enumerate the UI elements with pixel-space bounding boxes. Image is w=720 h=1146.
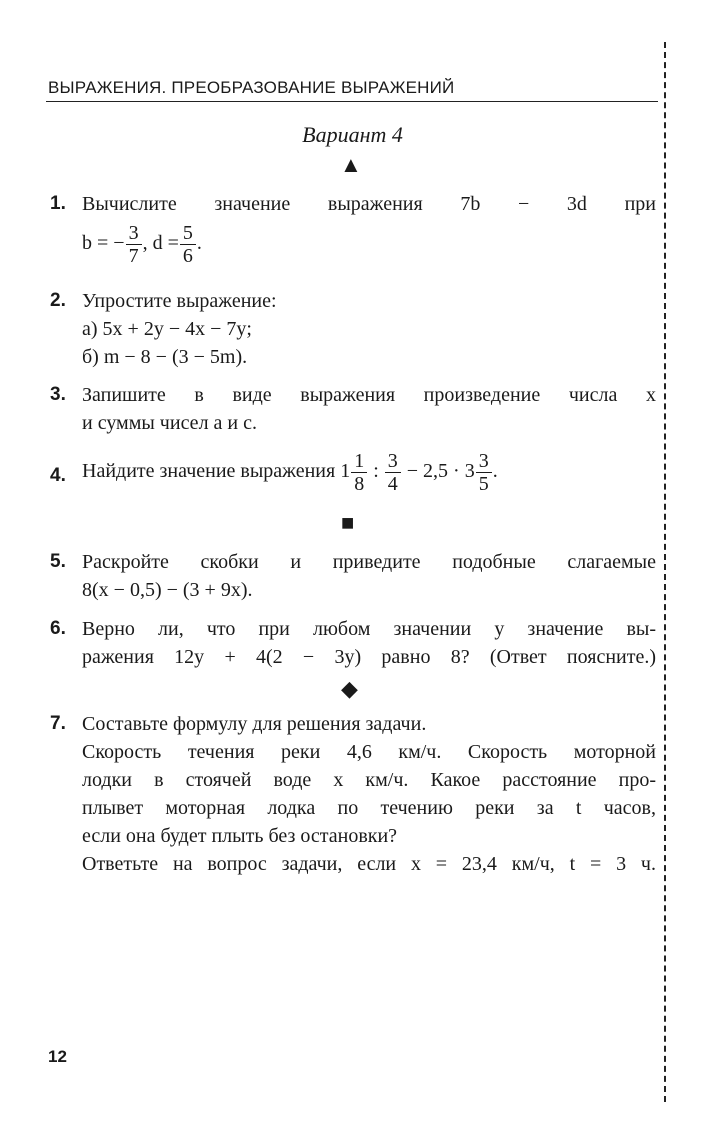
task-2 (50, 287, 656, 371)
task-number: 3. (50, 384, 66, 405)
fraction-3: $\frac{3}{5}$ (476, 450, 492, 495)
task-4-text: Найдите значение выражения 1 (82, 460, 351, 483)
task-7 (50, 710, 656, 878)
fraction-1: $\frac{1}{8}$ (351, 450, 367, 495)
task-1 (50, 190, 656, 267)
variant-title: Вариант 4 (302, 122, 403, 147)
task-3-line-2: и суммы чисел a и c. (82, 412, 257, 434)
task-1-line-1: Вычислите значение выражения 7b − 3d при (82, 193, 656, 215)
page-number: 12 (48, 1047, 67, 1066)
task-number: 4. (50, 465, 66, 486)
header-rule (46, 101, 658, 102)
task-4: 4. Найдите значение выражения 1 $\frac{1}{8}$ : $\frac{3}{4}$ − 2,5 · 3 $\frac{3}{5}$ . (50, 450, 498, 495)
fraction-b: $\frac{3}{7}$ (126, 222, 142, 267)
task-7-line-5: если она будет плыть без остановки? (82, 825, 398, 847)
triangle-icon: ▲ (340, 152, 362, 177)
fraction-2: $\frac{3}{4}$ (385, 450, 401, 495)
cut-line (664, 42, 666, 1102)
task-6-line-1: Верно ли, что при любом значении y значение вы- (82, 618, 656, 640)
task-6-line-2: ражения 12y + 4(2 − 3y) равно 8? (Ответ поясните.) (82, 646, 656, 668)
task-number: 5. (50, 551, 66, 572)
task-3-line-1: Запишите в виде выражения произведение числа x (82, 384, 656, 406)
task-7-line-3: лодки в стоячей воде x км/ч. Какое расстояние про- (82, 769, 656, 791)
task-number: 6. (50, 618, 66, 639)
task-number: 2. (50, 290, 66, 311)
fraction-d: $\frac{5}{6}$ (180, 222, 196, 267)
task-6 (50, 615, 656, 671)
task-number: 7. (50, 713, 66, 734)
task-5 (50, 548, 656, 604)
task-7-line-2: Скорость течения реки 4,6 км/ч. Скорость моторной (82, 741, 656, 763)
d-label: , d = (142, 232, 179, 255)
task-7-line-6: Ответьте на вопрос задачи, если x = 23,4 км/ч, t = 3 ч. (82, 853, 656, 875)
task-3 (50, 381, 656, 437)
diamond-icon: ◆ (341, 676, 358, 701)
square-icon: ■ (341, 510, 355, 535)
task-1-line-2: b = − $\frac{3}{7}$ , d = $\frac{5}{6}$ . (82, 222, 202, 267)
task-5-line-2: 8(x − 0,5) − (3 + 9x). (82, 579, 253, 601)
task-7-line-4: плывет моторная лодка по течению реки за t часов, (82, 797, 656, 819)
task-2-line-1: Упростите выражение: (82, 290, 277, 312)
b-label: b = − (82, 232, 125, 255)
page-header: ВЫРАЖЕНИЯ. ПРЕОБРАЗОВАНИЕ ВЫРАЖЕНИЙ (48, 78, 455, 97)
task-5-line-1: Раскройте скобки и приведите подобные слагаемые (82, 551, 656, 573)
task-2-part-b: б) m − 8 − (3 − 5m). (82, 346, 248, 368)
task-7-line-1: Составьте формулу для решения задачи. (82, 713, 427, 735)
task-2-part-a: а) 5x + 2y − 4x − 7y; (82, 318, 252, 340)
task-number: 1. (50, 193, 66, 214)
